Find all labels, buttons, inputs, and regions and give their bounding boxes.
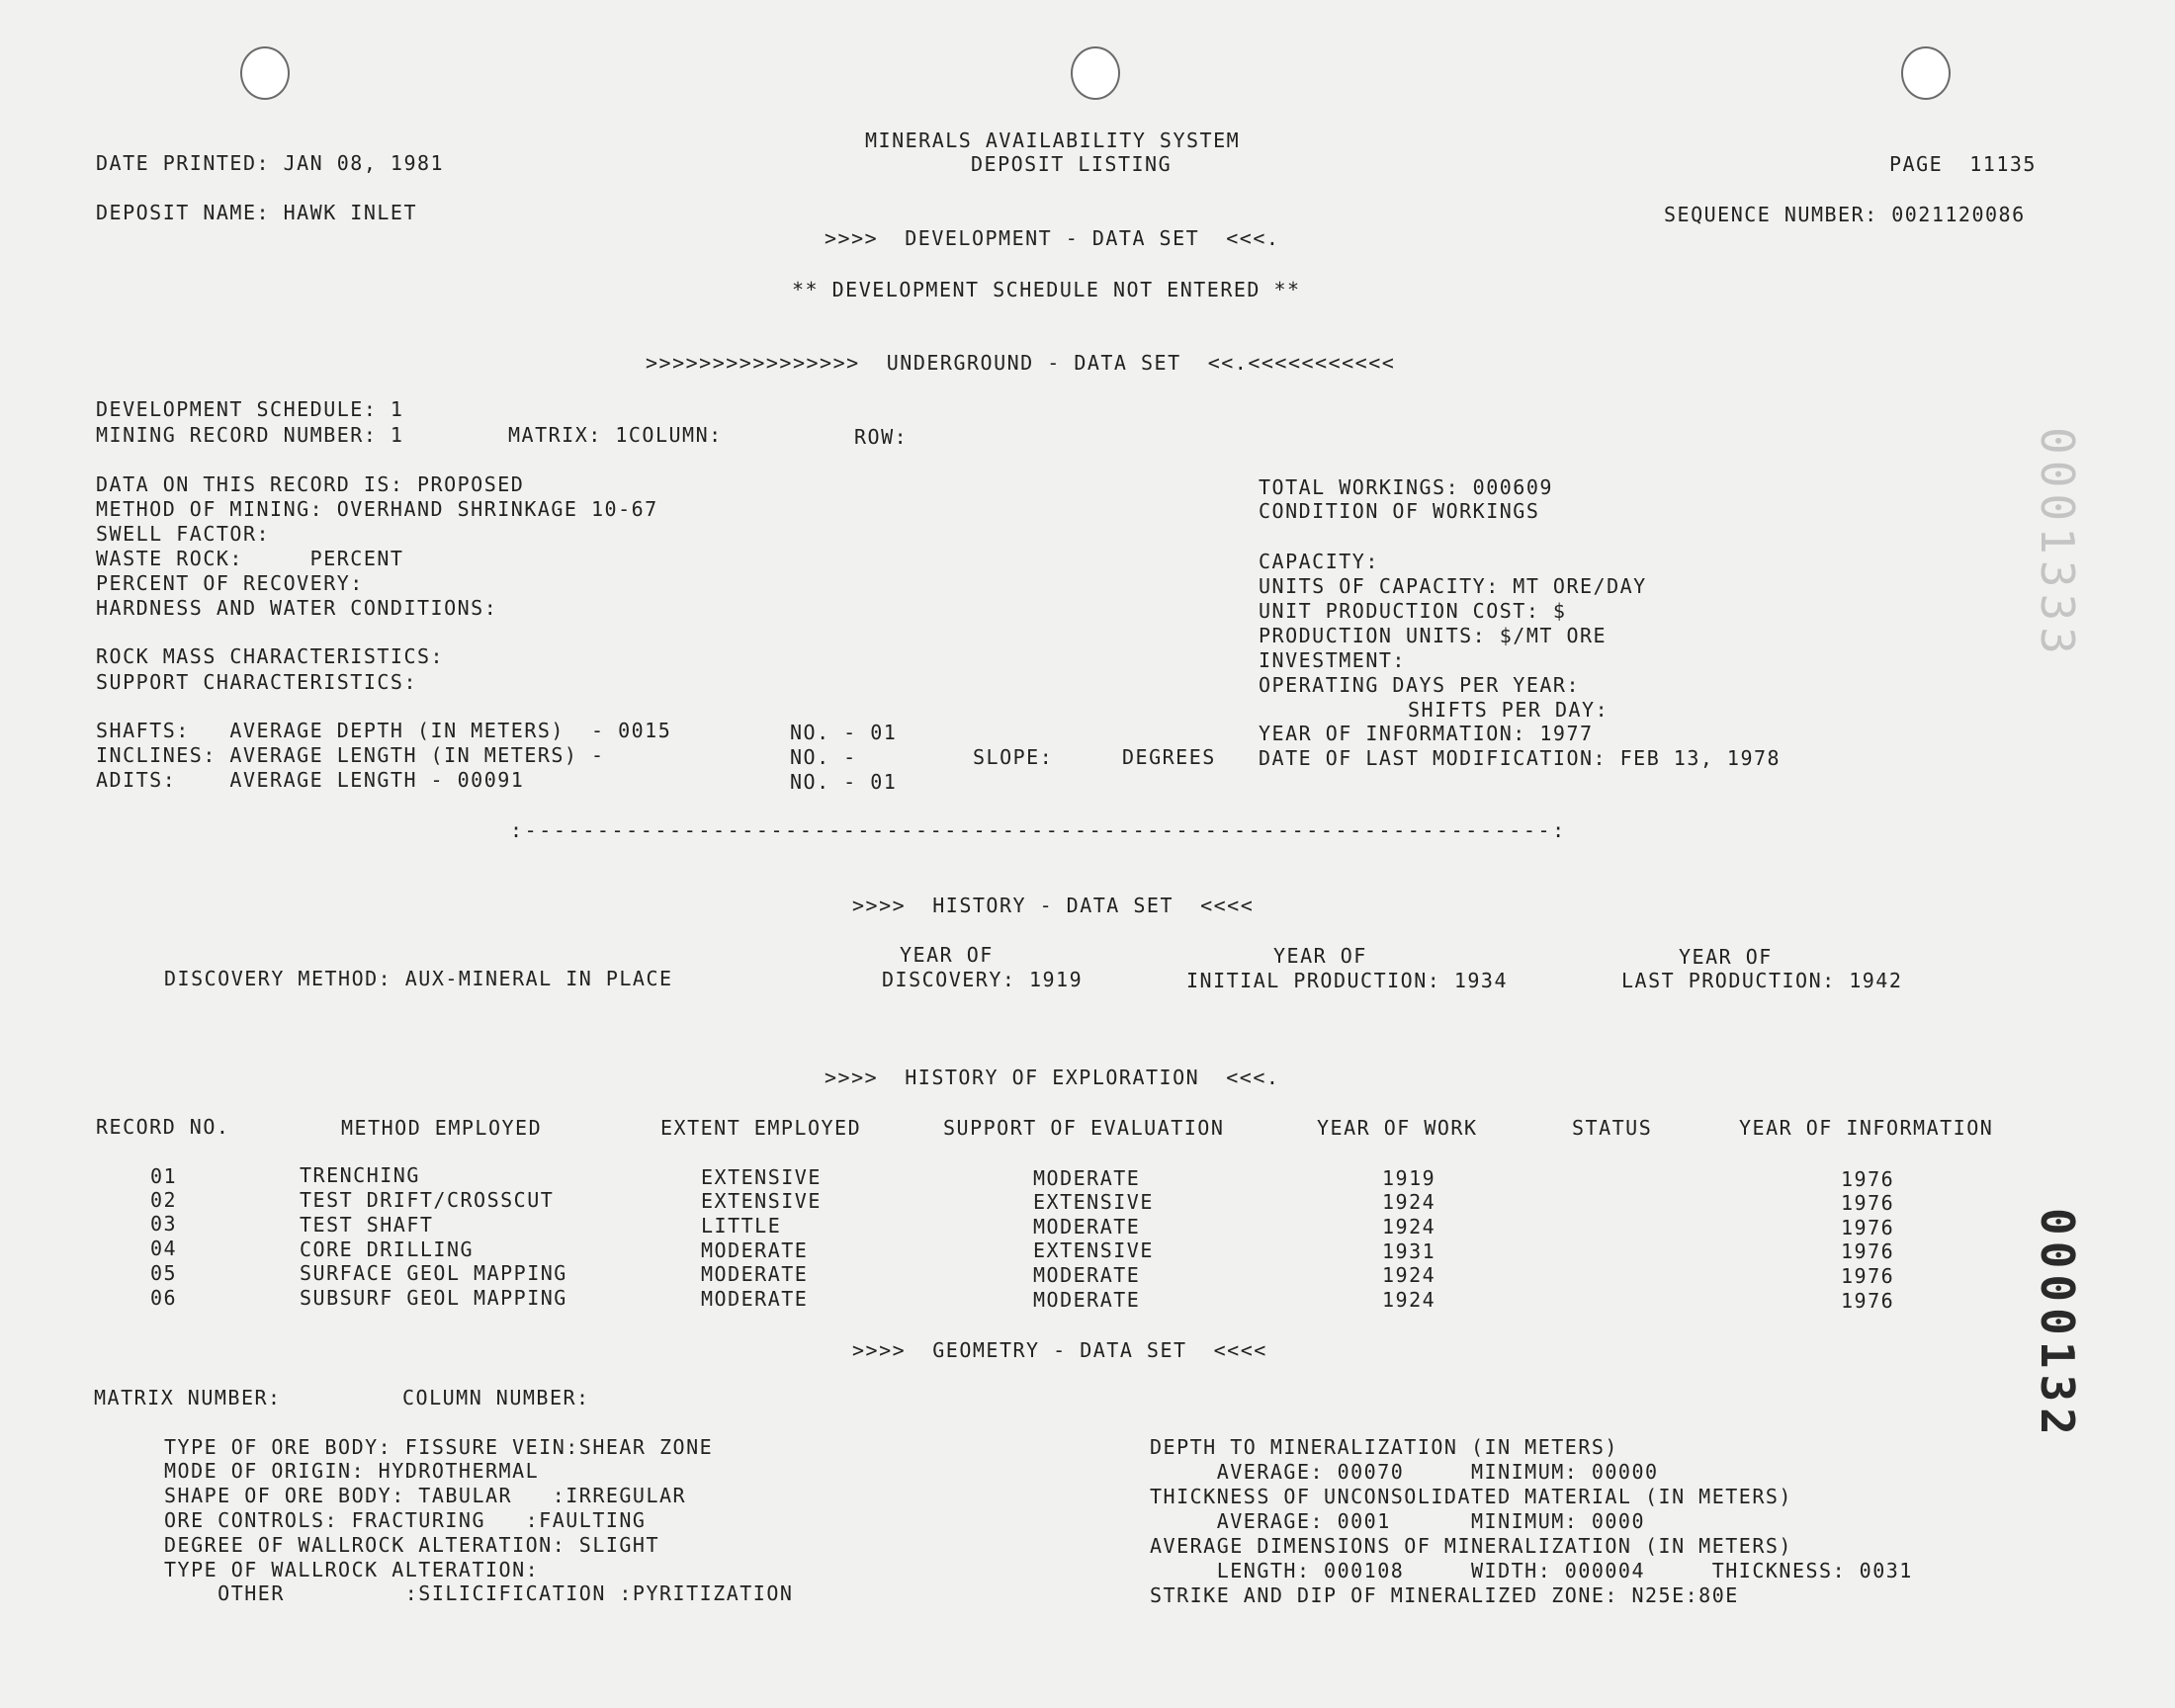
section-separator: :-----------------------------------------------------------------------: <box>510 818 1567 842</box>
table-row-year-of-work: 1924 <box>1382 1263 1436 1287</box>
page-stamp-number: 0000132 <box>2031 1208 2084 1441</box>
discovery-year: DISCOVERY: 1919 <box>882 968 1084 991</box>
year-of-label-1: YEAR OF <box>900 943 994 967</box>
swell-factor: SWELL FACTOR: <box>96 522 271 546</box>
year-of-label-2: YEAR OF <box>1273 944 1367 968</box>
punch-hole-center <box>1071 46 1120 100</box>
table-row-year-of-work: 1924 <box>1382 1190 1436 1214</box>
waste-rock: WASTE ROCK: PERCENT <box>96 547 404 570</box>
listing-title: DEPOSIT LISTING <box>971 152 1173 176</box>
unit-production-cost: UNIT PRODUCTION COST: $ <box>1259 599 1567 623</box>
inclines-number: NO. - <box>790 745 857 769</box>
support-characteristics: SUPPORT CHARACTERISTICS: <box>96 670 417 694</box>
investment: INVESTMENT: <box>1259 648 1406 672</box>
table-row-record: 01 <box>150 1164 178 1188</box>
adits-line: ADITS: AVERAGE LENGTH - 00091 <box>96 768 525 792</box>
deposit-name: DEPOSIT NAME: HAWK INLET <box>96 201 417 224</box>
underground-heading: >>>>>>>>>>>>>>>> UNDERGROUND - DATA SET <<.<<<<<<<<<<< <box>646 351 1396 375</box>
page-stamp-faint: 0001333 <box>2031 427 2084 660</box>
table-row-year-of-information: 1976 <box>1841 1289 1895 1313</box>
condition-of-workings: CONDITION OF WORKINGS <box>1259 499 1540 523</box>
degree-of-wallrock-alteration: DEGREE OF WALLROCK ALTERATION: SLIGHT <box>164 1533 660 1557</box>
column-header-year-of-work: YEAR OF WORK <box>1317 1116 1478 1140</box>
rock-mass: ROCK MASS CHARACTERISTICS: <box>96 644 445 668</box>
slope-label: SLOPE: <box>973 745 1054 769</box>
column-header-support: SUPPORT OF EVALUATION <box>943 1116 1225 1140</box>
table-row-extent: MODERATE <box>701 1287 809 1311</box>
table-row-method: SURFACE GEOL MAPPING <box>300 1261 567 1285</box>
average-dimensions: AVERAGE DIMENSIONS OF MINERALIZATION (IN METERS) <box>1150 1534 1792 1558</box>
table-row-year-of-information: 1976 <box>1841 1216 1895 1239</box>
column-number: COLUMN NUMBER: <box>402 1386 590 1409</box>
capacity: CAPACITY: <box>1259 550 1379 573</box>
table-row-record: 05 <box>150 1261 178 1285</box>
table-row-method: TEST DRIFT/CROSSCUT <box>300 1188 555 1212</box>
shafts-line: SHAFTS: AVERAGE DEPTH (IN METERS) - 0015 <box>96 719 672 742</box>
percent-of-recovery: PERCENT OF RECOVERY: <box>96 571 364 595</box>
page-number: PAGE 11135 <box>1889 152 2037 176</box>
table-row-record: 06 <box>150 1286 178 1310</box>
table-row-extent: MODERATE <box>701 1262 809 1286</box>
year-of-information: YEAR OF INFORMATION: 1977 <box>1259 722 1594 745</box>
discovery-method: DISCOVERY METHOD: AUX-MINERAL IN PLACE <box>164 967 673 990</box>
shifts-per-day: SHIFTS PER DAY: <box>1408 698 1610 722</box>
matrix-number: MATRIX NUMBER: <box>94 1386 282 1409</box>
operating-days: OPERATING DAYS PER YEAR: <box>1259 673 1580 697</box>
table-row-year-of-information: 1976 <box>1841 1239 1895 1263</box>
table-row-support: MODERATE <box>1033 1215 1141 1238</box>
wallrock-alteration-other: OTHER :SILICIFICATION :PYRITIZATION <box>164 1581 794 1605</box>
date-of-last-modification: DATE OF LAST MODIFICATION: FEB 13, 1978 <box>1259 746 1782 770</box>
type-of-wallrock-alteration: TYPE OF WALLROCK ALTERATION: <box>164 1558 540 1581</box>
adits-number: NO. - 01 <box>790 770 898 794</box>
type-of-ore-body: TYPE OF ORE BODY: FISSURE VEIN:SHEAR ZONE <box>164 1435 714 1459</box>
development-schedule-note: ** DEVELOPMENT SCHEDULE NOT ENTERED ** <box>792 278 1301 301</box>
thickness-unconsolidated: THICKNESS OF UNCONSOLIDATED MATERIAL (IN METERS) <box>1150 1485 1792 1508</box>
inclines-line: INCLINES: AVERAGE LENGTH (IN METERS) - <box>96 743 605 767</box>
degrees-label: DEGREES <box>1122 745 1216 769</box>
method-of-mining: METHOD OF MINING: OVERHAND SHRINKAGE 10-67 <box>96 497 658 521</box>
table-row-year-of-work: 1931 <box>1382 1239 1436 1263</box>
row-label: ROW: <box>854 425 909 449</box>
development-schedule: DEVELOPMENT SCHEDULE: 1 <box>96 397 404 421</box>
last-production: LAST PRODUCTION: 1942 <box>1621 969 1903 992</box>
shafts-number: NO. - 01 <box>790 721 898 744</box>
table-row-extent: LITTLE <box>701 1214 782 1238</box>
table-row-year-of-information: 1976 <box>1841 1167 1895 1191</box>
year-of-label-3: YEAR OF <box>1679 945 1773 969</box>
column-header-status: STATUS <box>1572 1116 1653 1140</box>
table-row-support: EXTENSIVE <box>1033 1238 1154 1262</box>
data-on-record: DATA ON THIS RECORD IS: PROPOSED <box>96 472 525 496</box>
table-row-support: EXTENSIVE <box>1033 1190 1154 1214</box>
punch-hole-right <box>1901 46 1951 100</box>
table-row-record: 03 <box>150 1212 178 1236</box>
exploration-heading: >>>> HISTORY OF EXPLORATION <<<. <box>825 1066 1280 1089</box>
development-heading: >>>> DEVELOPMENT - DATA SET <<<. <box>825 226 1280 250</box>
system-title: MINERALS AVAILABILITY SYSTEM <box>865 128 1241 152</box>
table-row-support: MODERATE <box>1033 1288 1141 1312</box>
matrix-column: MATRIX: 1COLUMN: <box>508 423 723 447</box>
depth-values: AVERAGE: 00070 MINIMUM: 00000 <box>1150 1460 1659 1484</box>
total-workings: TOTAL WORKINGS: 000609 <box>1259 475 1553 499</box>
hardness-water: HARDNESS AND WATER CONDITIONS: <box>96 596 498 620</box>
table-row-extent: EXTENSIVE <box>701 1189 822 1213</box>
table-row-year-of-work: 1919 <box>1382 1166 1436 1190</box>
column-header-method: METHOD EMPLOYED <box>341 1116 543 1140</box>
punch-hole-left <box>240 46 290 100</box>
production-units: PRODUCTION UNITS: $/MT ORE <box>1259 624 1608 647</box>
table-row-record: 04 <box>150 1237 178 1260</box>
table-row-method: TEST SHAFT <box>300 1213 434 1237</box>
thickness-values: AVERAGE: 0001 MINIMUM: 0000 <box>1150 1509 1646 1533</box>
table-row-extent: MODERATE <box>701 1238 809 1262</box>
table-row-record: 02 <box>150 1188 178 1212</box>
table-row-extent: EXTENSIVE <box>701 1165 822 1189</box>
table-row-year-of-work: 1924 <box>1382 1288 1436 1312</box>
shape-of-ore-body: SHAPE OF ORE BODY: TABULAR :IRREGULAR <box>164 1484 687 1507</box>
table-row-support: MODERATE <box>1033 1263 1141 1287</box>
date-printed: DATE PRINTED: JAN 08, 1981 <box>96 151 445 175</box>
table-row-year-of-work: 1924 <box>1382 1215 1436 1238</box>
column-header-record-no: RECORD NO. <box>96 1115 230 1139</box>
table-row-year-of-information: 1976 <box>1841 1264 1895 1288</box>
units-of-capacity: UNITS OF CAPACITY: MT ORE/DAY <box>1259 574 1647 598</box>
mining-record-number: MINING RECORD NUMBER: 1 <box>96 423 404 447</box>
column-header-extent: EXTENT EMPLOYED <box>660 1116 862 1140</box>
mode-of-origin: MODE OF ORIGIN: HYDROTHERMAL <box>164 1459 540 1483</box>
ore-controls: ORE CONTROLS: FRACTURING :FAULTING <box>164 1508 647 1532</box>
strike-and-dip: STRIKE AND DIP OF MINERALIZED ZONE: N25E:80E <box>1150 1583 1739 1607</box>
initial-production: INITIAL PRODUCTION: 1934 <box>1186 969 1508 992</box>
geometry-heading: >>>> GEOMETRY - DATA SET <<<< <box>852 1338 1267 1362</box>
depth-to-mineralization: DEPTH TO MINERALIZATION (IN METERS) <box>1150 1435 1618 1459</box>
dimension-values: LENGTH: 000108 WIDTH: 000004 THICKNESS: 0031 <box>1150 1559 1913 1582</box>
column-header-year-of-information: YEAR OF INFORMATION <box>1739 1116 1994 1140</box>
history-heading: >>>> HISTORY - DATA SET <<<< <box>852 894 1255 917</box>
sequence-number: SEQUENCE NUMBER: 0021120086 <box>1664 203 2026 226</box>
table-row-method: TRENCHING <box>300 1163 420 1187</box>
table-row-method: SUBSURF GEOL MAPPING <box>300 1286 567 1310</box>
table-row-year-of-information: 1976 <box>1841 1191 1895 1215</box>
table-row-method: CORE DRILLING <box>300 1238 475 1261</box>
table-row-support: MODERATE <box>1033 1166 1141 1190</box>
